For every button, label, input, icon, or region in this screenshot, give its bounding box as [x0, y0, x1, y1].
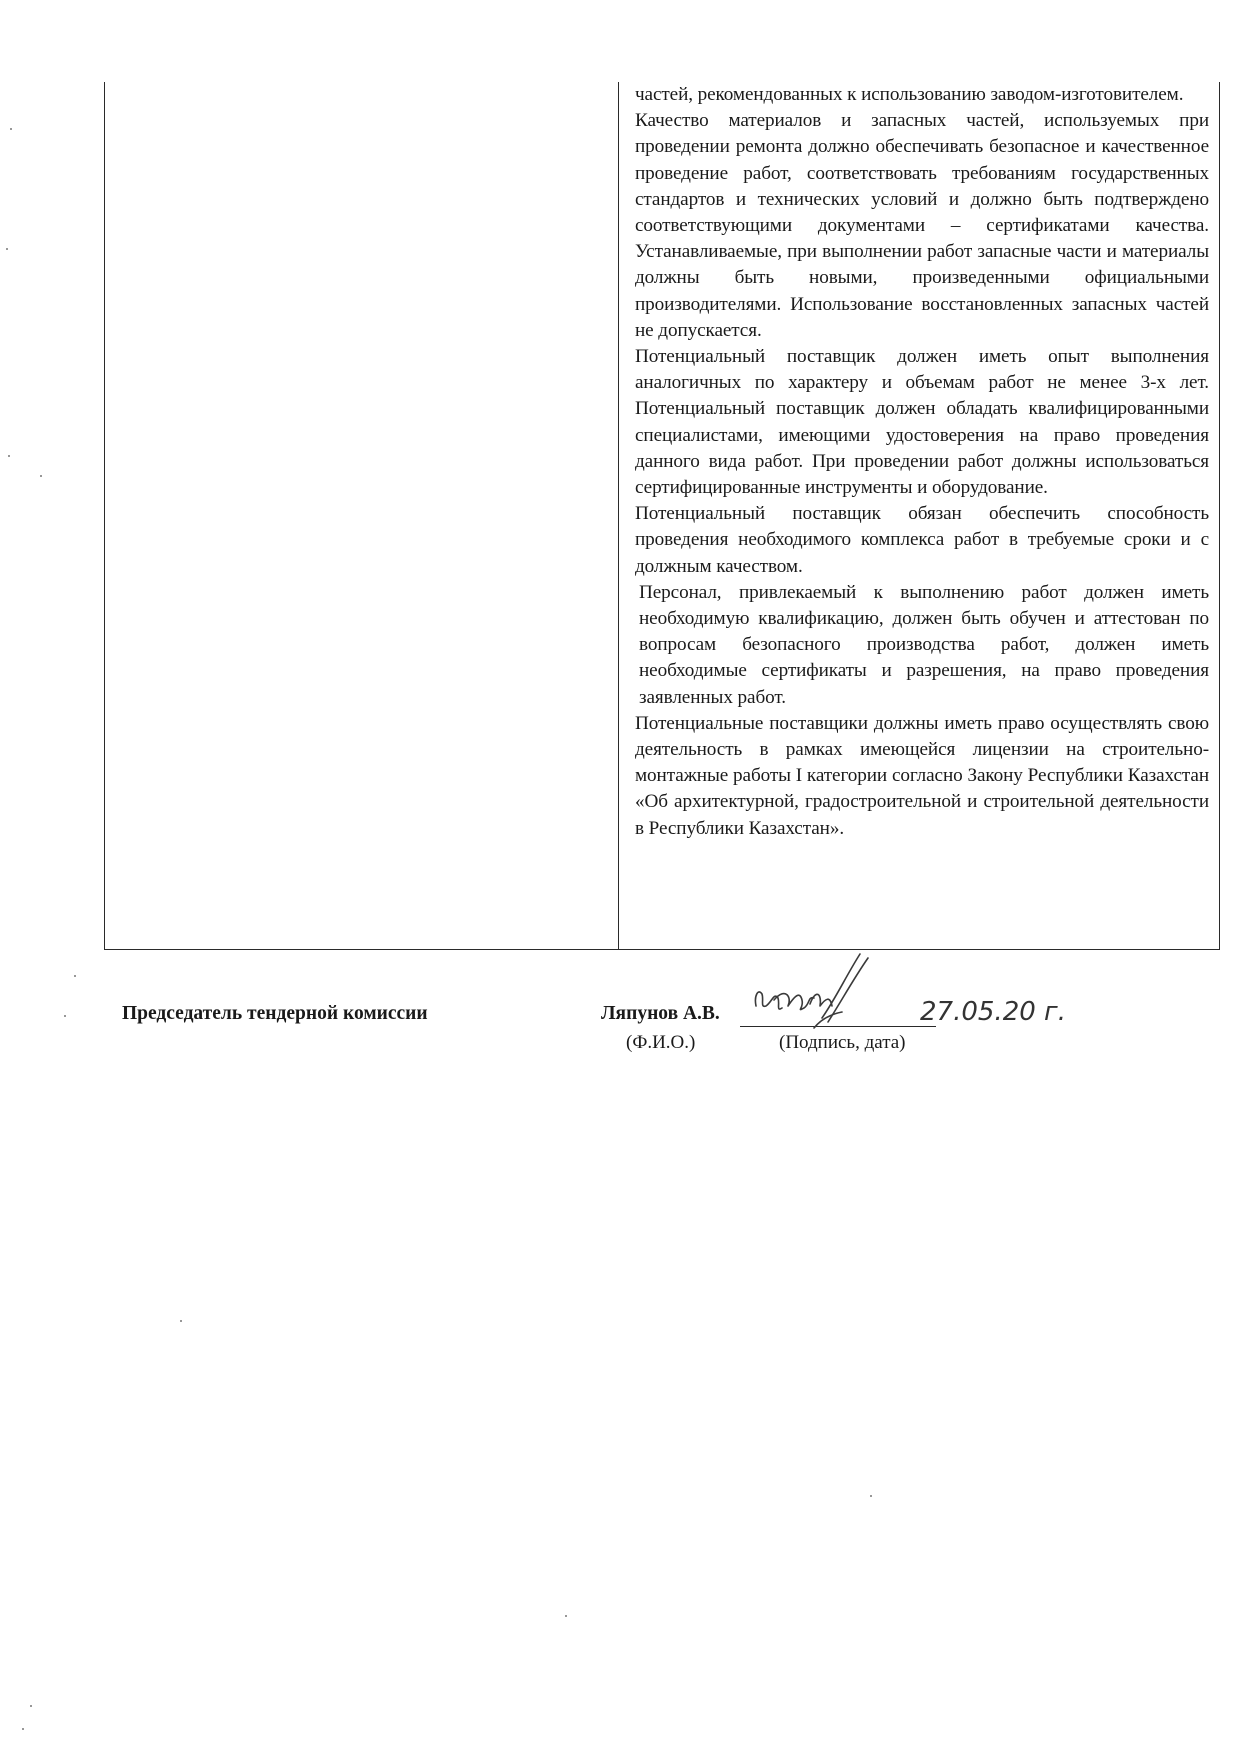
scan-speck: [870, 1495, 872, 1497]
signer-name: Ляпунов А.В.: [601, 1003, 720, 1024]
scan-speck: [10, 128, 12, 130]
scan-speck: [22, 1728, 24, 1730]
requirement-paragraph: Потенциальные поставщики должны иметь право осуществлять свою деятельность в рамках имеющейся лицензии на строительно-монтажные работы I категории согласно Закону Республики Казахстан «Об архитектурной, градостроительной и строительной деятельности в Республики Казахстан».: [635, 712, 1209, 839]
scan-speck: [30, 1705, 32, 1707]
table-right-column: [619, 82, 1219, 949]
scan-speck: [8, 455, 10, 457]
signature-caption: (Подпись, дата): [779, 1032, 906, 1053]
commission-chair-title: Председатель тендерной комиссии: [122, 1003, 428, 1024]
requirement-paragraph: Потенциальный поставщик должен иметь опыт выполнения аналогичных по характеру и объемам работ не менее 3-х лет. Потенциальный поставщик должен обладать квалифицированными специалистами, имеющими удостоверения на право проведения данного вида работ. При проведении работ должны использоваться сертифицированные инструменты и оборудование.: [635, 346, 1209, 499]
scan-speck: [565, 1615, 567, 1617]
name-caption: (Ф.И.О.): [626, 1032, 696, 1053]
table-left-column: [105, 82, 619, 949]
scan-speck: [40, 475, 42, 477]
requirement-paragraph: Качество материалов и запасных частей, используемых при проведении ремонта должно обеспечивать безопасное и качественное проведение работ, соответствовать требованиям государственных стандартов и технических условий и должно быть подтверждено соответствующими документами – сертификатами качества. Устанавливаемые, при выполнении работ запасные части и материалы должны быть новыми, произведенными официальными производителями. Использование восстановленных запасных частей не допускается.: [635, 110, 1209, 341]
scan-speck: [180, 1320, 182, 1322]
handwritten-date: [918, 990, 1098, 1030]
handwritten-date-text: 27.05.20 г.: [920, 997, 1066, 1027]
handwritten-signature-icon: [752, 948, 872, 1043]
scan-speck: [74, 975, 76, 977]
requirements-table: [104, 82, 1220, 950]
scan-speck: [6, 248, 8, 250]
requirement-paragraph: частей, рекомендованных к использованию заводом-изготовителем.: [635, 84, 1184, 105]
requirement-paragraph: Персонал, привлекаемый к выполнению работ должен иметь необходимую квалификацию, должен быть обучен и аттестован по вопросам безопасного производства работ, должен иметь необходимые сертификаты и разрешения, на право проведения заявленных работ.: [639, 581, 1209, 708]
scan-speck: [64, 1015, 66, 1017]
requirement-paragraph: Потенциальный поставщик обязан обеспечить способность проведения необходимого комплекса работ в требуемые сроки и с должным качеством.: [635, 503, 1209, 577]
